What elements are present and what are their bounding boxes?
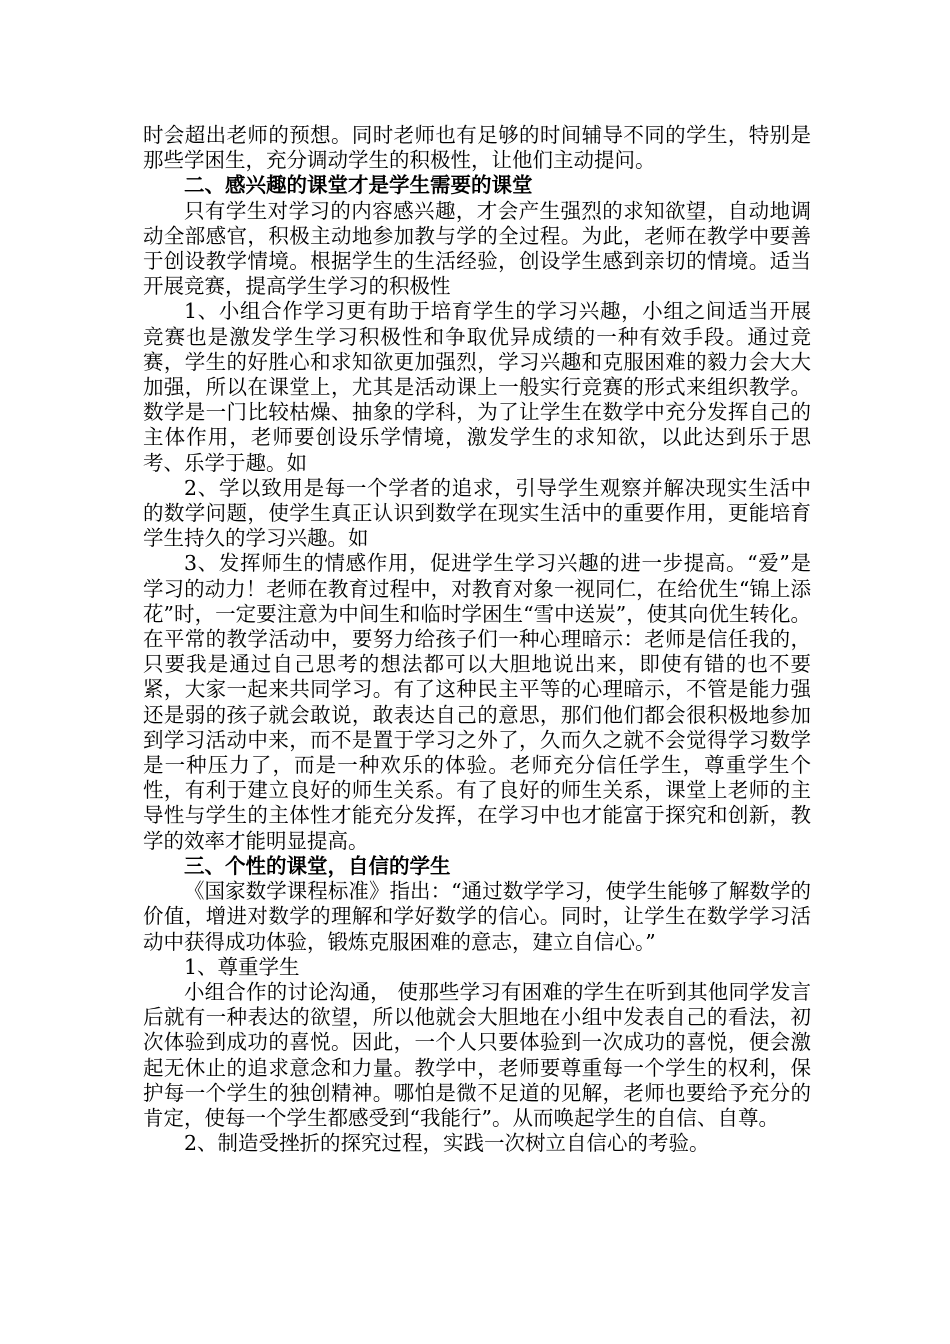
paragraph: 3、发挥师生的情感作用，促进学生学习兴趣的进一步提高。“爱”是学习的动力！老师在教育过程中，对教育对象一视同仁，在给优生“锦上添花”时，一定要注意为中间生和临时学困生“雪中送炭”，使其向优生转化。在平常的教学活动中，要努力给孩子们一种心理暗示：老师是信任我的，只要我是通过自己思考的想法都可以大胆地说出来，即使有错的也不要紧，大家一起来共同学习。有了这种民主平等的心理暗示，不管是能力强还是弱的孩子就会敢说，敢表达自己的意思，那们他们都会很积极地参加到学习活动中来，而不是置于学习之外了，久而久之就不会觉得学习数学是一种压力了，而是一种欢乐的体验。老师充分信任学生，尊重学生个性，有利于建立良好的师生关系。有了良好的师生关系，课堂上老师的主导性与学生的主体性才能充分发挥，在学习中也才能富于探究和创新，教学的效率才能明显提高。 bbox=[143, 551, 811, 853]
paragraph: 时会超出老师的预想。同时老师也有足够的时间辅导不同的学生，特别是那些学困生，充分调动学生的积极性，让他们主动提问。 bbox=[143, 123, 811, 173]
paragraph: 1、小组合作学习更有助于培育学生的学习兴趣，小组之间适当开展竞赛也是激发学生学习积极性和争取优异成绩的一种有效手段。通过竞赛，学生的好胜心和求知欲更加强烈，学习兴趣和克服困难的毅力会大大加强，所以在课堂上，尤其是活动课上一般实行竞赛的形式来组织教学。数学是一门比较枯燥、抽象的学科，为了让学生在数学中充分发挥自己的主体作用，老师要创设乐学情境，激发学生的求知欲，以此达到乐于思考、乐学于趣。如 bbox=[143, 299, 811, 475]
paragraph: 2、学以致用是每一个学者的追求，引导学生观察并解决现实生活中的数学问题，使学生真正认识到数学在现实生活中的重要作用，更能培育学生持久的学习兴趣。如 bbox=[143, 475, 811, 551]
paragraph: 2、制造受挫折的探究过程，实践一次树立自信心的考验。 bbox=[184, 1131, 710, 1156]
paragraph: 《国家数学课程标准》指出：“通过数学学习，使学生能够了解数学的价值，增进对数学的理解和学好数学的信心。同时，让学生在数学学习活动中获得成功体验，锻炼克服困难的意志，建立自信心。” bbox=[143, 879, 811, 954]
document-body bbox=[143, 123, 811, 1156]
paragraph: 1、尊重学生 bbox=[184, 954, 300, 979]
paragraph: 小组合作的讨论沟通， 使那些学习有困难的学生在听到其他同学发言后就有一种表达的欲望，所以他就会大胆地在小组中发表自己的看法，初次体验到成功的喜悦。因此，一个人只要体验到一次成功的喜悦，便会激起无休止的追求意念和力量。教学中，老师要尊重每一个学生的权利，保护每一个学生的独创精神。哪怕是微不足道的见解，老师也要给予充分的肯定，使每一个学生都感受到“我能行”。从而唤起学生的自信、自尊。 bbox=[143, 979, 811, 1130]
paragraph: 只有学生对学习的内容感兴趣，才会产生强烈的求知欲望，自动地调动全部感官，积极主动地参加教与学的全过程。为此，老师在教学中要善于创设教学情境。根据学生的生活经验，创设学生感到亲切的情境。适当开展竞赛，提高学生学习的积极性 bbox=[143, 198, 811, 299]
section-heading: 二、感兴趣的课堂才是学生需要的课堂 bbox=[184, 173, 533, 198]
section-heading: 三、个性的课堂，自信的学生 bbox=[184, 853, 451, 878]
